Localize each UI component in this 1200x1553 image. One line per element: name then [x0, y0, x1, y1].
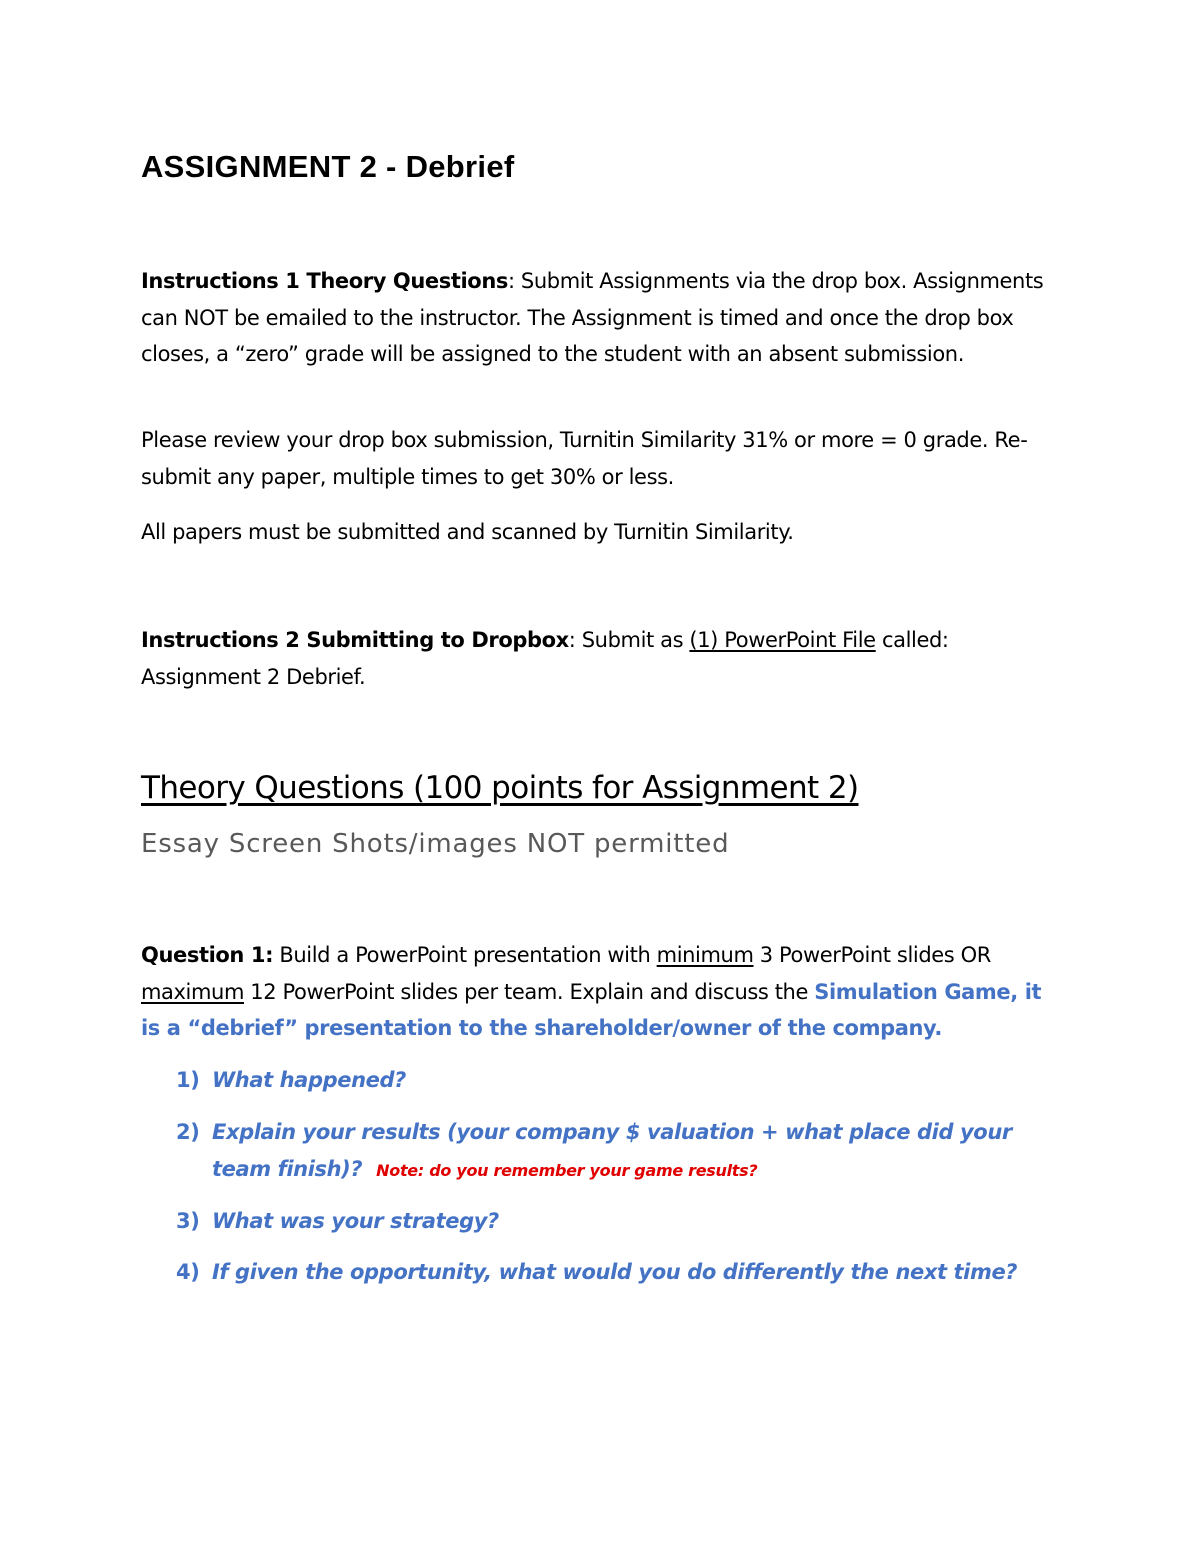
document-title: ASSIGNMENT 2 - Debrief: [141, 149, 515, 184]
list-item-number: 1): [176, 1068, 200, 1092]
question-1-label: Question 1:: [141, 943, 274, 967]
maximum-text: maximum: [141, 979, 245, 1004]
list-item-number: 3): [176, 1209, 200, 1233]
section-subtitle: Essay Screen Shots/images NOT permitted: [141, 829, 730, 859]
list-item-body: [212, 1114, 1042, 1189]
list-item-text: What was your strategy?: [212, 1209, 499, 1233]
list-item-number: 2): [176, 1120, 200, 1144]
list-item-number: 4): [176, 1260, 200, 1284]
note-text: Note: do you remember your game results?: [376, 1160, 758, 1180]
instructions-1-paragraph: [141, 263, 1051, 373]
question-1-text-a: Build a PowerPoint presentation with: [273, 943, 657, 967]
instructions-1-label: Instructions 1 Theory Questions: [141, 269, 508, 293]
instructions-1-text: : Submit Assignments via the drop box. Assignments can NOT be emailed to the instructor. The Assignment is timed and once the drop box closes, a “zero” grade will be assigned to the student with an absent submission.: [141, 269, 1044, 366]
list-item-text: Explain your results (your company $ valuation + what place did your team finish)?: [212, 1120, 1012, 1181]
turnitin-scan-paragraph: All papers must be submitted and scanned by Turnitin Similarity.: [141, 520, 794, 544]
question-1-highlight: Simulation Game, it is a “debrief” presentation to the shareholder/owner of the company.: [141, 979, 1042, 1040]
minimum-text: minimum: [656, 943, 754, 967]
turnitin-review-paragraph: Please review your drop box submission, Turnitin Similarity 31% or more = 0 grade. Re-submit any paper, multiple times to get 30% or less.: [141, 428, 1028, 489]
question-1-text-b: 3 PowerPoint slides OR: [753, 943, 991, 967]
powerpoint-file-text: (1) PowerPoint File: [689, 628, 876, 652]
instructions-2-paragraph: [141, 622, 1051, 695]
section-heading: Theory Questions (100 points for Assignment 2): [141, 770, 859, 806]
question-1-text-c: 12 PowerPoint slides per team. Explain and discuss the: [244, 979, 815, 1004]
list-item-text: What happened?: [212, 1068, 406, 1092]
list-item-text: If given the opportunity, what would you do differently the next time?: [212, 1260, 1018, 1284]
question-1-paragraph: [141, 937, 1051, 1047]
instructions-2-text-after: called: Assignment 2 Debrief.: [141, 628, 949, 689]
instructions-2-label: Instructions 2 Submitting to Dropbox: [141, 628, 569, 652]
instructions-2-text-before: : Submit as: [568, 628, 690, 652]
